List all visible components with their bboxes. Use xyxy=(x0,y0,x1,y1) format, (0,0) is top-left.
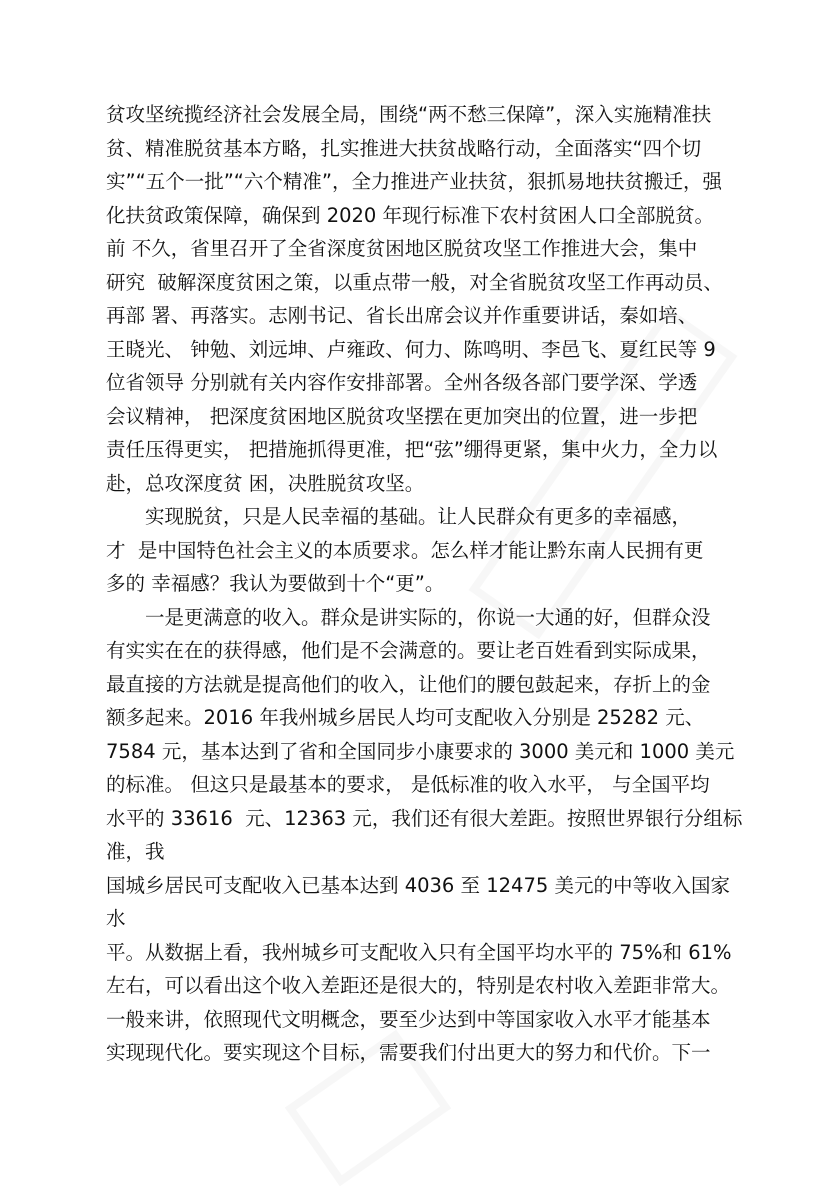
text-line: 水平的 33616 元、12363 元，我们还有很大差距。按照世界银行分组标 xyxy=(106,806,743,830)
text-line: 平。从数据上看，我州城乡可支配收入只有全国平均水平的 75%和 61% xyxy=(106,940,732,964)
text-line: 化扶贫政策保障，确保到 2020 年现行标准下农村贫困人口全部脱贫。 xyxy=(106,203,715,227)
text-line: 有实实在在的获得感，他们是不会满意的。要让老百姓看到实际成果， xyxy=(106,639,711,662)
text-line: 一般来讲，依照现代文明概念，要至少达到中等国家收入水平才能基本 xyxy=(106,1007,711,1031)
text-line: 责任压得更实， 把措施抓得更准，把“弦”绷得更紧，集中火力，全力以 xyxy=(106,438,718,461)
text-line: 贫、精准脱贫基本方略，扎实推进大扶贫战略行动，全面落实“四个切 xyxy=(106,136,702,160)
text-line: 的标准。 但这只是最基本的要求， 是低标准的收入水平， 与全国平均 xyxy=(106,773,710,796)
document-body xyxy=(106,98,746,1070)
text-line: 准，我 xyxy=(106,840,165,863)
text-line: 赴，总攻深度贫 困，决胜脱贫攻坚。 xyxy=(106,471,425,495)
text-line: 左右，可以看出这个收入差距还是很大的，特别是农村收入差距非常大。 xyxy=(106,974,731,997)
text-line: 王晓光、 钟勉、刘远坤、卢雍政、何力、陈鸣明、李邑飞、夏红民等 9 xyxy=(106,337,716,361)
text-line: 额多起来。2016 年我州城乡居民人均可支配收入分别是 25282 元、 xyxy=(106,706,705,729)
text-line: 7584 元，基本达到了省和全国同步小康要求的 3000 美元和 1000 美元 xyxy=(106,739,735,763)
text-line: 实现脱贫，只是人民幸福的基础。让人民群众有更多的幸福感， xyxy=(106,505,692,528)
text-line: 再部 署、再落实。志刚书记、省长出席会议并作重要讲话，秦如培、 xyxy=(106,304,698,327)
text-line: 一是更满意的收入。群众是讲实际的，你说一大通的好，但群众没 xyxy=(106,605,711,629)
text-line: 前 不久，省里召开了全省深度贫困地区脱贫攻坚工作推进大会，集中 xyxy=(106,237,698,260)
text-line: 实现现代化。要实现这个目标，需要我们付出更大的努力和代价。下一 xyxy=(106,1041,711,1064)
text-line: 研究 破解深度贫困之策，以重点带一般，对全省脱贫攻坚工作再动员、 xyxy=(106,270,723,294)
text-line: 最直接的方法就是提高他们的收入，让他们的腰包鼓起来，存折上的金 xyxy=(106,672,711,696)
text-line: 才 是中国特色社会主义的本质要求。怎么样才能让黔东南人民拥有更 xyxy=(106,538,704,562)
text-line: 水 xyxy=(106,907,126,930)
text-line: 多的 幸福感？我认为要做到十个“更”。 xyxy=(106,572,445,595)
text-line: 位省领导 分别就有关内容作安排部署。全州各级各部门要学深、学透 xyxy=(106,371,698,394)
text-line: 贫攻坚统揽经济社会发展全局，围绕“两不愁三保障”，深入实施精准扶 xyxy=(106,103,712,126)
text-line: 实”“五个一批”“六个精准”，全力推进产业扶贫，狠抓易地扶贫搬迁，强 xyxy=(106,170,723,193)
text-line: 会议精神， 把深度贫困地区脱贫攻坚摆在更加突出的位置，进一步把 xyxy=(106,404,698,428)
text-line: 国城乡居民可支配收入已基本达到 4036 至 12475 美元的中等收入国家 xyxy=(106,873,730,897)
